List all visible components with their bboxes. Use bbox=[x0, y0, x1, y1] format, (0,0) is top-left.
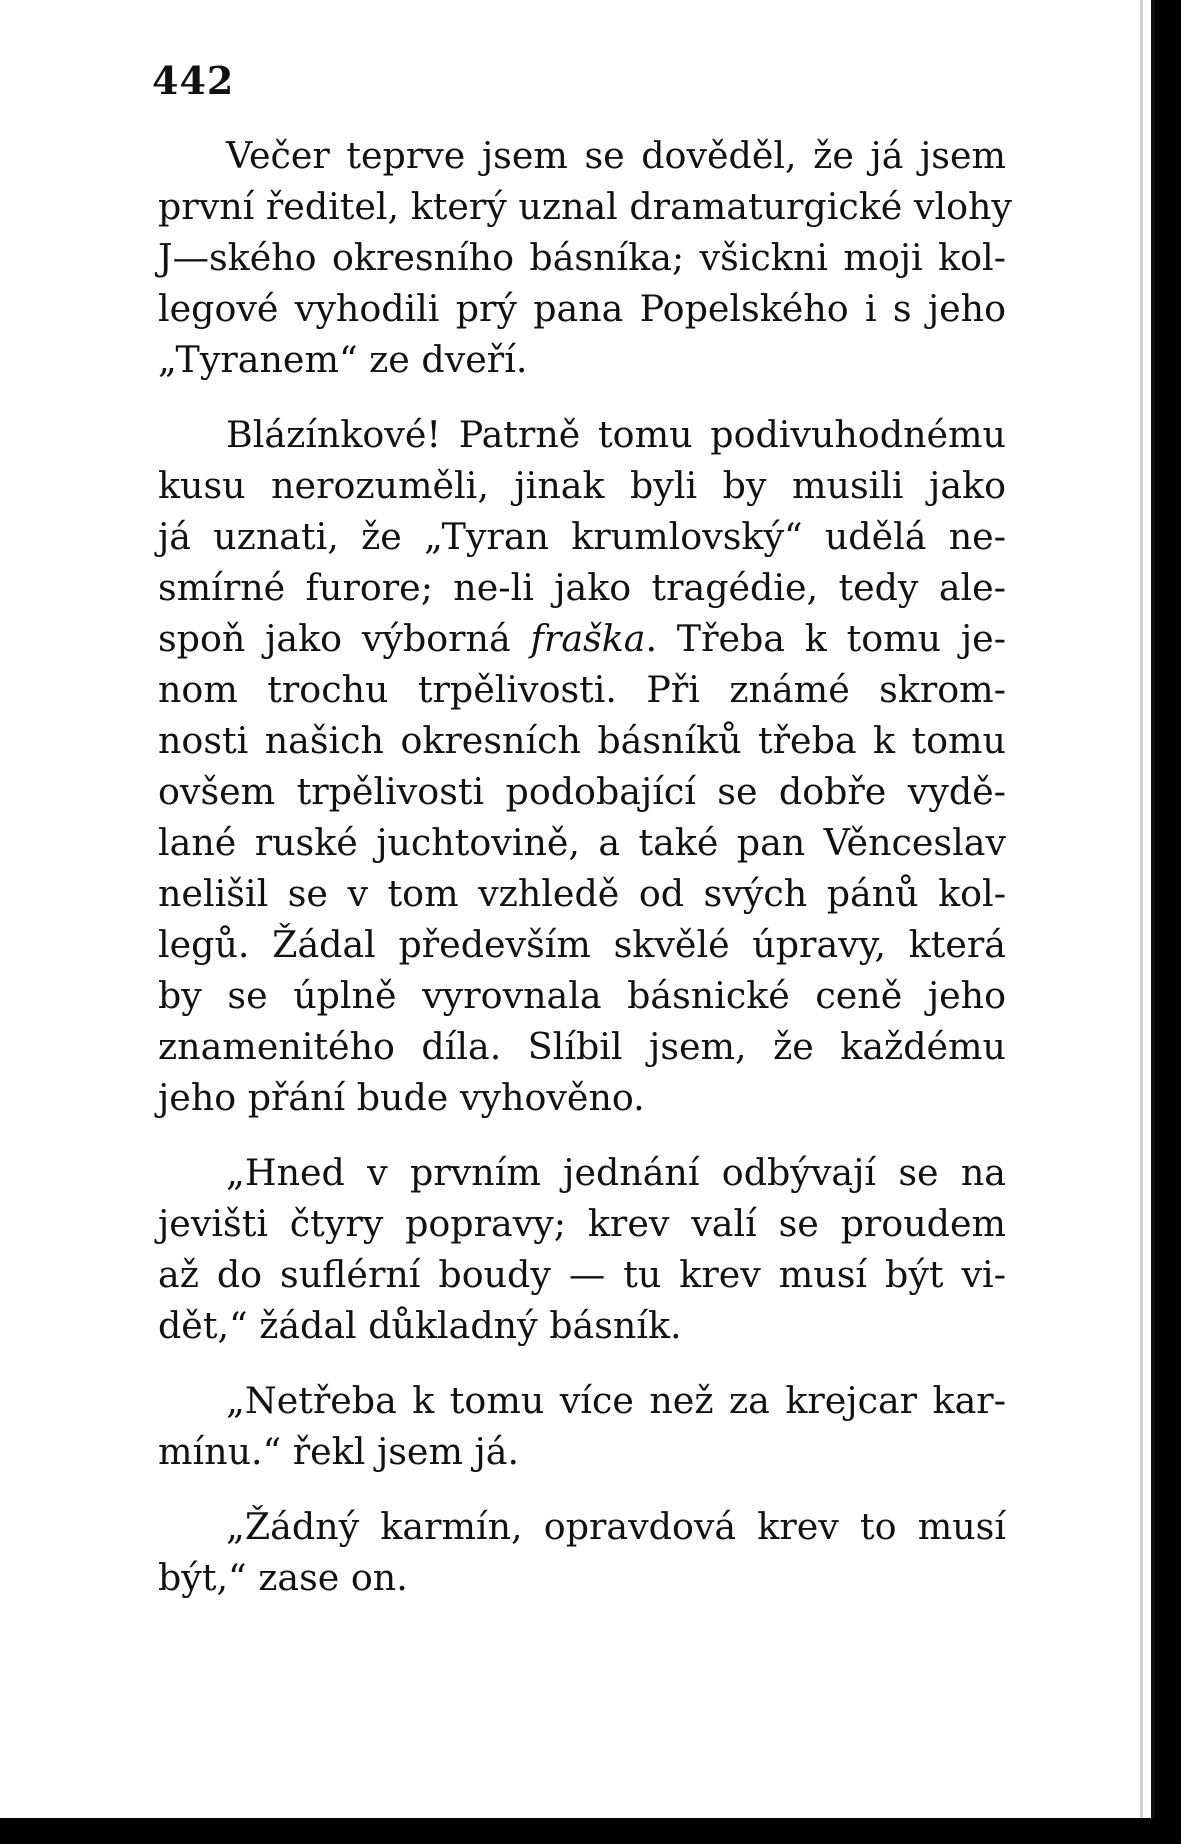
text-line: kusu nerozuměli, jinak byli by musili jako bbox=[158, 464, 1006, 507]
text-line: já uznati, že „Tyran krumlovský“ udělá ne- bbox=[158, 515, 1006, 558]
text-line: mínu.“ řekl jsem já. bbox=[158, 1430, 520, 1473]
text-line: jevišti čtyry popravy; krev valí se proudem bbox=[158, 1202, 1006, 1245]
text-line: být,“ zase on. bbox=[158, 1556, 408, 1599]
italic-word: fraška bbox=[530, 617, 646, 660]
text-line: „Hned v prvním jednání odbývají se na bbox=[226, 1151, 1006, 1194]
paragraph bbox=[158, 130, 1012, 385]
text-line: nom trochu trpělivosti. Při známé skrom- bbox=[158, 668, 1006, 711]
body-text bbox=[158, 130, 1012, 1627]
text-line: legové vyhodili prý pana Popelského i s jeho bbox=[158, 287, 1006, 330]
text-line: „Netřeba k tomu více než za krejcar kar- bbox=[226, 1379, 1006, 1422]
text-line: jeho přání bude vyhověno. bbox=[158, 1076, 645, 1119]
text-line: dět,“ žádal důkladný básník. bbox=[158, 1304, 682, 1347]
text-line: legů. Žádal především skvělé úpravy, která bbox=[158, 923, 1006, 966]
text-line: J—ského okresního básníka; všickni moji kol- bbox=[158, 236, 1006, 279]
paragraph bbox=[158, 1501, 1006, 1603]
paragraph bbox=[158, 1375, 1006, 1477]
paragraph bbox=[158, 409, 1006, 1123]
text-line: „Žádný karmín, opravdová krev to musí bbox=[226, 1505, 1006, 1548]
text-line bbox=[158, 613, 1006, 664]
text-line: až do suflérní boudy — tu krev musí být vi- bbox=[158, 1253, 1006, 1296]
text-line: první ředitel, který uznal dramaturgické vlohy bbox=[158, 185, 1012, 228]
text-line: lané ruské juchtovině, a také pan Věnceslav bbox=[158, 821, 1006, 864]
text-line: Večer teprve jsem se dověděl, že já jsem bbox=[226, 134, 1006, 177]
text-line: znamenitého díla. Slíbil jsem, že každému bbox=[158, 1025, 1006, 1068]
page-edge-shadow bbox=[1140, 0, 1143, 1818]
text-line: by se úplně vyrovnala básnické ceně jeho bbox=[158, 974, 1006, 1017]
text-line: smírné furore; ne-li jako tragédie, tedy ale- bbox=[158, 566, 1006, 609]
paragraph bbox=[158, 1147, 1006, 1351]
page-number: 442 bbox=[152, 58, 235, 103]
text-segment: spoň jako výborná bbox=[158, 617, 531, 660]
text-line: „Tyranem“ ze dveří. bbox=[158, 338, 528, 381]
text-line: nelišil se v tom vzhledě od svých pánů kol- bbox=[158, 872, 1006, 915]
text-line: Blázínkové! Patrně tomu podivuhodnému bbox=[226, 413, 1006, 456]
text-line: ovšem trpělivosti podobající se dobře vydě- bbox=[158, 770, 1006, 813]
text-segment: . Třeba k tomu je- bbox=[645, 617, 1006, 660]
text-line: nosti našich okresních básníků třeba k tomu bbox=[158, 719, 1006, 762]
